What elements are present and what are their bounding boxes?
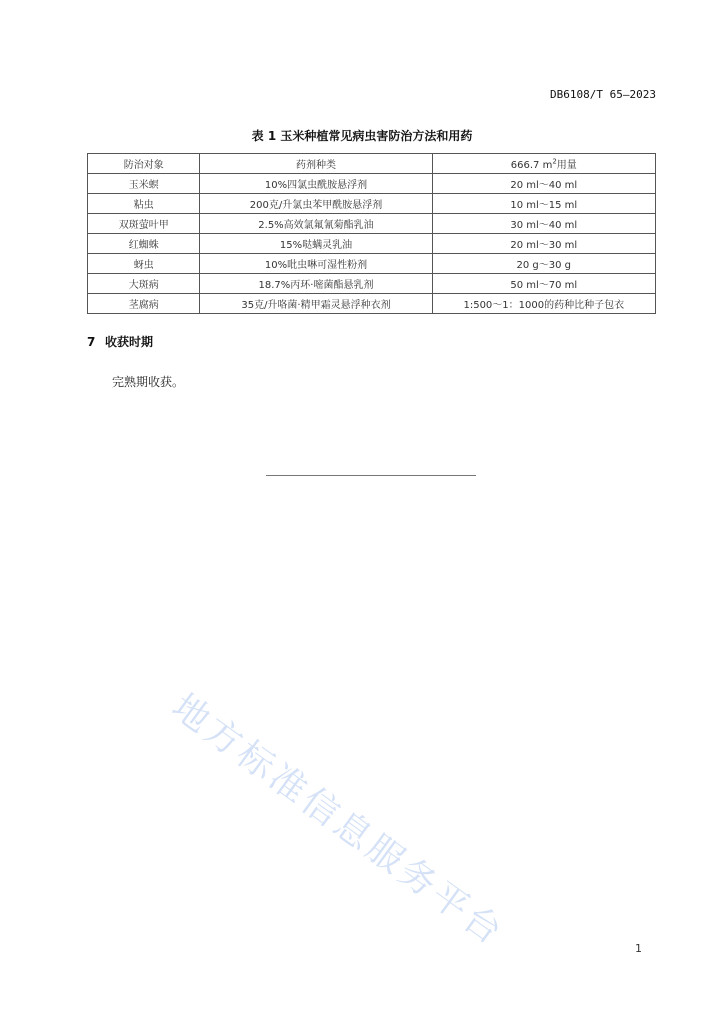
table-cell-dosage: 10 ml～15 ml [432,194,655,214]
table-header-row [88,154,656,174]
column-header-dosage [432,154,655,174]
table-cell-target: 蚜虫 [88,254,200,274]
control-measures-table [87,153,656,314]
document-code: DB6108/T 65—2023 [550,88,656,101]
table-cell-agent: 18.7%丙环·嘧菌酯悬乳剂 [200,274,432,294]
page-number: 1 [635,942,642,955]
table-cell-target: 双斑萤叶甲 [88,214,200,234]
table-cell-target: 粘虫 [88,194,200,214]
column-header-agent: 药剂种类 [200,154,432,174]
table-cell-agent: 10%吡虫啉可湿性粉剂 [200,254,432,274]
table-row [88,254,656,274]
table-row [88,214,656,234]
table-title: 表 1 玉米种植常见病虫害防治方法和用药 [251,129,473,143]
table-row [88,174,656,194]
table-cell-agent: 2.5%高效氯氟氰菊酯乳油 [200,214,432,234]
table-cell-dosage: 50 ml～70 ml [432,274,655,294]
table-row [88,274,656,294]
table-cell-target: 大斑病 [88,274,200,294]
table-cell-agent: 15%哒螨灵乳油 [200,234,432,254]
section-paragraph: 完熟期收获。 [112,375,185,389]
dosage-label-text: 用量 [556,160,577,171]
section-number: 7 [87,335,96,349]
table-row [88,294,656,314]
watermark-text: 地方标准信息服务平台 [164,686,512,955]
column-header-target: 防治对象 [88,154,200,174]
table-cell-dosage: 20 g～30 g [432,254,655,274]
dosage-unit-text: 666.7 m [510,160,553,171]
table-cell-dosage: 1:500～1：1000的药种比种子包衣 [432,294,655,314]
table-cell-dosage: 20 ml～30 ml [432,234,655,254]
section-title: 收获时期 [105,335,154,349]
table-cell-dosage: 20 ml～40 ml [432,174,655,194]
table-cell-agent: 35克/升咯菌·精甲霜灵悬浮种衣剂 [200,294,432,314]
end-of-text-rule [266,475,476,476]
dosage-unit-superscript: 2 [552,157,557,166]
table-cell-target: 红蜘蛛 [88,234,200,254]
table-cell-agent: 200克/升氯虫苯甲酰胺悬浮剂 [200,194,432,214]
table-cell-target: 玉米螟 [88,174,200,194]
table-cell-target: 茎腐病 [88,294,200,314]
table-cell-dosage: 30 ml～40 ml [432,214,655,234]
table-cell-agent: 10%四氯虫酰胺悬浮剂 [200,174,432,194]
table-row [88,234,656,254]
table-row [88,194,656,214]
section-heading [87,333,153,350]
